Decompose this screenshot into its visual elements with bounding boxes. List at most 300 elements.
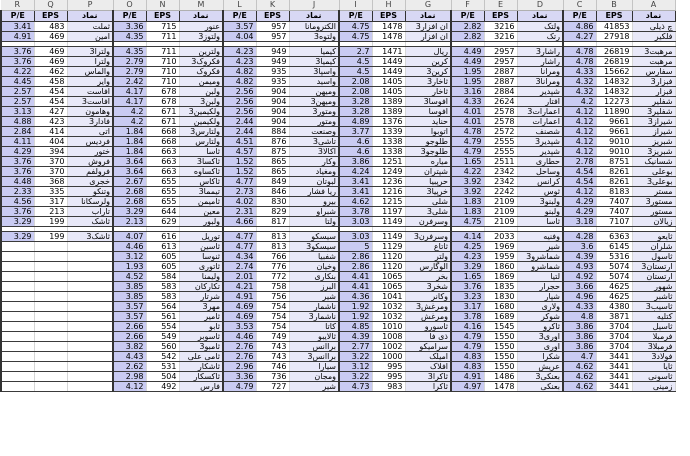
pe-cell[interactable]: 2.79 bbox=[113, 66, 146, 76]
symbol-cell[interactable]: ثوس bbox=[517, 186, 563, 196]
eps-cell[interactable]: 754 bbox=[256, 311, 289, 321]
pe-cell[interactable]: 4.86 bbox=[563, 21, 596, 31]
symbol-cell[interactable]: ثاخار bbox=[405, 86, 451, 96]
symbol-cell[interactable]: طلوجو bbox=[405, 136, 451, 146]
symbol-cell[interactable]: ثاکسا3 bbox=[179, 156, 223, 166]
symbol-cell[interactable]: شبراو bbox=[289, 206, 339, 216]
pe-cell[interactable]: 4.2 bbox=[113, 116, 146, 126]
symbol-cell[interactable]: ومجان bbox=[289, 371, 339, 381]
eps-cell[interactable]: 404 bbox=[34, 136, 67, 146]
pe-cell[interactable]: 4.12 bbox=[563, 116, 596, 126]
eps-cell[interactable] bbox=[34, 241, 67, 251]
symbol-cell[interactable] bbox=[67, 321, 113, 331]
symbol-cell[interactable]: ثملت bbox=[67, 21, 113, 31]
eps-cell[interactable]: 5074 bbox=[596, 261, 632, 271]
eps-cell[interactable]: 817 bbox=[256, 216, 289, 226]
eps-cell[interactable] bbox=[34, 321, 67, 331]
eps-cell[interactable]: 655 bbox=[146, 196, 179, 206]
pe-cell[interactable]: 1.65 bbox=[451, 271, 484, 281]
eps-cell[interactable]: 995 bbox=[372, 361, 405, 371]
symbol-cell[interactable]: ولبن bbox=[179, 86, 223, 96]
symbol-cell[interactable]: شیر bbox=[289, 381, 339, 391]
eps-cell[interactable]: 483 bbox=[34, 21, 67, 31]
pe-cell[interactable]: 4.02 bbox=[223, 196, 256, 206]
eps-cell[interactable]: 8183 bbox=[596, 186, 632, 196]
pe-cell[interactable]: 4.5 bbox=[339, 56, 372, 66]
symbol-cell[interactable]: ثایعو bbox=[632, 231, 675, 241]
eps-cell[interactable]: 394 bbox=[34, 146, 67, 156]
symbol-cell[interactable]: شلی bbox=[405, 196, 451, 206]
symbol-cell[interactable]: ثاسا bbox=[517, 216, 563, 226]
eps-cell[interactable] bbox=[34, 301, 67, 311]
symbol-cell[interactable]: فبزار3 bbox=[632, 76, 675, 86]
pe-cell[interactable]: 2.57 bbox=[1, 86, 34, 96]
column-header[interactable]: N bbox=[146, 0, 179, 10]
eps-cell[interactable]: 1550 bbox=[484, 351, 517, 361]
pe-cell[interactable]: 4.62 bbox=[339, 196, 372, 206]
eps-cell[interactable]: 904 bbox=[256, 116, 289, 126]
title-cell[interactable]: P/E bbox=[451, 10, 484, 21]
eps-cell[interactable]: 5074 bbox=[596, 271, 632, 281]
eps-cell[interactable]: 865 bbox=[256, 166, 289, 176]
title-cell[interactable]: P/E bbox=[1, 10, 34, 21]
pe-cell[interactable]: 4.14 bbox=[451, 231, 484, 241]
pe-cell[interactable]: 4.46 bbox=[223, 331, 256, 341]
eps-cell[interactable]: 564 bbox=[146, 301, 179, 311]
eps-cell[interactable]: 629 bbox=[146, 216, 179, 226]
pe-cell[interactable]: 4.75 bbox=[339, 21, 372, 31]
symbol-cell[interactable]: وخیان bbox=[289, 261, 339, 271]
symbol-cell[interactable]: شبریز3 bbox=[632, 146, 675, 156]
symbol-cell[interactable]: شرتار bbox=[179, 291, 223, 301]
pe-cell[interactable]: 4.75 bbox=[451, 216, 484, 226]
eps-cell[interactable]: 935 bbox=[256, 76, 289, 86]
eps-cell[interactable]: 1002 bbox=[372, 341, 405, 351]
eps-cell[interactable]: 1000 bbox=[372, 351, 405, 361]
title-cell[interactable]: نماد bbox=[517, 10, 563, 21]
eps-cell[interactable]: 2109 bbox=[484, 216, 517, 226]
eps-cell[interactable]: 41853 bbox=[596, 21, 632, 31]
pe-cell[interactable]: 3.6 bbox=[563, 241, 596, 251]
symbol-cell[interactable]: ولبنو3 bbox=[517, 196, 563, 206]
pe-cell[interactable]: 4.12 bbox=[563, 136, 596, 146]
symbol-cell[interactable]: شپدیر bbox=[517, 146, 563, 156]
eps-cell[interactable]: 9661 bbox=[596, 116, 632, 126]
symbol-cell[interactable]: ولیمنا bbox=[179, 271, 223, 281]
eps-cell[interactable]: 1959 bbox=[484, 251, 517, 261]
symbol-cell[interactable]: ریا فشار bbox=[289, 186, 339, 196]
symbol-cell[interactable]: واسید bbox=[289, 76, 339, 86]
eps-cell[interactable] bbox=[34, 261, 67, 271]
eps-cell[interactable]: 2555 bbox=[484, 146, 517, 156]
symbol-cell[interactable] bbox=[67, 291, 113, 301]
pe-cell[interactable]: 4.83 bbox=[451, 351, 484, 361]
symbol-cell[interactable]: معین bbox=[179, 206, 223, 216]
pe-cell[interactable]: 4.79 bbox=[451, 341, 484, 351]
symbol-cell[interactable]: کتلیه bbox=[632, 311, 675, 321]
pe-cell[interactable]: 1.83 bbox=[451, 206, 484, 216]
eps-cell[interactable]: 213 bbox=[34, 206, 67, 216]
symbol-cell[interactable]: شیراز bbox=[632, 126, 675, 136]
pe-cell[interactable]: 4.97 bbox=[451, 381, 484, 391]
symbol-cell[interactable]: تیمما3 bbox=[179, 186, 223, 196]
eps-cell[interactable]: 4625 bbox=[596, 281, 632, 291]
pe-cell[interactable]: 4.28 bbox=[563, 231, 596, 241]
column-header[interactable]: J bbox=[289, 0, 339, 10]
pe-cell[interactable]: 4.39 bbox=[339, 331, 372, 341]
pe-cell[interactable]: 2.66 bbox=[113, 321, 146, 331]
symbol-cell[interactable]: ثاشکار bbox=[179, 361, 223, 371]
symbol-cell[interactable]: ثاخار3 bbox=[405, 76, 451, 86]
pe-cell[interactable]: 3.82 bbox=[113, 341, 146, 351]
symbol-cell[interactable] bbox=[67, 381, 113, 391]
symbol-cell[interactable]: ختور bbox=[67, 146, 113, 156]
pe-cell[interactable]: 2.01 bbox=[223, 271, 256, 281]
pe-cell[interactable]: 1.84 bbox=[113, 146, 146, 156]
pe-cell[interactable]: 1.84 bbox=[113, 126, 146, 136]
pe-cell[interactable]: 4.32 bbox=[563, 86, 596, 96]
pe-cell[interactable]: 4.62 bbox=[563, 361, 596, 371]
column-header[interactable]: K bbox=[256, 0, 289, 10]
eps-cell[interactable]: 875 bbox=[256, 146, 289, 156]
symbol-cell[interactable]: ثاشبر bbox=[632, 291, 675, 301]
symbol-cell[interactable]: شفلیر bbox=[632, 96, 675, 106]
symbol-cell[interactable]: لبوتان bbox=[289, 176, 339, 186]
symbol-cell[interactable]: لتیا bbox=[517, 271, 563, 281]
symbol-cell[interactable]: ثایا bbox=[632, 361, 675, 371]
eps-cell[interactable]: 27918 bbox=[596, 31, 632, 41]
pe-cell[interactable]: 3.86 bbox=[563, 321, 596, 331]
symbol-cell[interactable]: ولترا3 bbox=[67, 46, 113, 56]
column-header[interactable]: R bbox=[1, 0, 34, 10]
eps-cell[interactable]: 1041 bbox=[372, 291, 405, 301]
symbol-cell[interactable]: ولتک bbox=[517, 21, 563, 31]
pe-cell[interactable]: 4.75 bbox=[339, 31, 372, 41]
eps-cell[interactable]: 1338 bbox=[372, 136, 405, 146]
eps-cell[interactable]: 1010 bbox=[372, 321, 405, 331]
symbol-cell[interactable]: ولترین bbox=[179, 46, 223, 56]
pe-cell[interactable]: 1.83 bbox=[451, 196, 484, 206]
pe-cell[interactable]: 4.29 bbox=[1, 146, 34, 156]
pe-cell[interactable]: 4.41 bbox=[339, 281, 372, 291]
symbol-cell[interactable]: ثاسین bbox=[179, 241, 223, 251]
pe-cell[interactable] bbox=[1, 281, 34, 291]
eps-cell[interactable]: 368 bbox=[34, 176, 67, 186]
symbol-cell[interactable]: بنکاری bbox=[289, 271, 339, 281]
symbol-cell[interactable]: الوگارس bbox=[405, 261, 451, 271]
pe-cell[interactable] bbox=[1, 321, 34, 331]
eps-cell[interactable]: 1405 bbox=[372, 86, 405, 96]
symbol-cell[interactable]: ومرغش bbox=[405, 311, 451, 321]
eps-cell[interactable]: 1149 bbox=[372, 231, 405, 241]
pe-cell[interactable]: 2.13 bbox=[113, 216, 146, 226]
symbol-cell[interactable]: سرامیکو bbox=[405, 341, 451, 351]
pe-cell[interactable]: 3.92 bbox=[451, 176, 484, 186]
eps-cell[interactable]: 1449 bbox=[372, 66, 405, 76]
eps-cell[interactable]: 1120 bbox=[372, 261, 405, 271]
pe-cell[interactable]: 4.83 bbox=[451, 361, 484, 371]
symbol-cell[interactable]: ثنوسا bbox=[179, 251, 223, 261]
pe-cell[interactable]: 5 bbox=[339, 241, 372, 251]
pe-cell[interactable]: 2.66 bbox=[113, 331, 146, 341]
eps-cell[interactable]: 711 bbox=[146, 46, 179, 56]
pe-cell[interactable]: 2.78 bbox=[563, 156, 596, 166]
pe-cell[interactable]: 2.68 bbox=[113, 186, 146, 196]
symbol-cell[interactable]: ثاسونی bbox=[632, 371, 675, 381]
eps-cell[interactable]: 15662 bbox=[596, 66, 632, 76]
eps-cell[interactable]: 1389 bbox=[372, 96, 405, 106]
symbol-cell[interactable]: مهر3 bbox=[179, 301, 223, 311]
column-header[interactable]: C bbox=[563, 0, 596, 10]
eps-cell[interactable]: 458 bbox=[34, 76, 67, 86]
pe-cell[interactable]: 4.07 bbox=[113, 231, 146, 241]
pe-cell[interactable]: 3.77 bbox=[339, 126, 372, 136]
pe-cell[interactable]: 2.56 bbox=[223, 86, 256, 96]
eps-cell[interactable]: 711 bbox=[146, 31, 179, 41]
pe-cell[interactable]: 3.57 bbox=[223, 21, 256, 31]
pe-cell[interactable]: 4.88 bbox=[1, 116, 34, 126]
symbol-cell[interactable]: شپدیر bbox=[517, 86, 563, 96]
symbol-cell[interactable]: ثامی علی bbox=[179, 351, 223, 361]
symbol-cell[interactable]: ولبن3 bbox=[179, 96, 223, 106]
pe-cell[interactable]: 4.6 bbox=[339, 146, 372, 156]
pe-cell[interactable]: 4.8 bbox=[563, 311, 596, 321]
pe-cell[interactable]: 3.66 bbox=[563, 281, 596, 291]
eps-cell[interactable]: 983 bbox=[372, 381, 405, 391]
symbol-cell[interactable]: ولترا bbox=[67, 56, 113, 66]
pe-cell[interactable]: 4.12 bbox=[563, 146, 596, 156]
eps-cell[interactable]: 3441 bbox=[596, 371, 632, 381]
pe-cell[interactable]: 4.52 bbox=[113, 271, 146, 281]
pe-cell[interactable]: 4.12 bbox=[563, 106, 596, 116]
pe-cell[interactable] bbox=[1, 381, 34, 391]
eps-cell[interactable]: 754 bbox=[256, 321, 289, 331]
eps-cell[interactable]: 3704 bbox=[596, 321, 632, 331]
symbol-cell[interactable]: ثالایبو bbox=[289, 331, 339, 341]
symbol-cell[interactable]: شکرا bbox=[517, 351, 563, 361]
pe-cell[interactable]: 3.86 bbox=[563, 331, 596, 341]
symbol-cell[interactable]: کرین3 bbox=[405, 66, 451, 76]
eps-cell[interactable]: 1478 bbox=[372, 21, 405, 31]
eps-cell[interactable]: 3216 bbox=[484, 21, 517, 31]
pe-cell[interactable]: 4.29 bbox=[563, 206, 596, 216]
symbol-cell[interactable]: افلاک bbox=[405, 361, 451, 371]
symbol-cell[interactable]: کاتا bbox=[289, 321, 339, 331]
symbol-cell[interactable]: شلی3 bbox=[405, 206, 451, 216]
title-cell[interactable]: EPS bbox=[146, 10, 179, 21]
symbol-cell[interactable] bbox=[67, 301, 113, 311]
symbol-cell[interactable]: شیر bbox=[517, 241, 563, 251]
pe-cell[interactable]: 4.82 bbox=[223, 76, 256, 86]
pe-cell[interactable]: 4.57 bbox=[223, 146, 256, 156]
pe-cell[interactable]: 4.56 bbox=[1, 196, 34, 206]
symbol-cell[interactable]: افاست bbox=[67, 86, 113, 96]
eps-cell[interactable]: 469 bbox=[34, 56, 67, 66]
eps-cell[interactable]: 423 bbox=[34, 116, 67, 126]
pe-cell[interactable]: 3.85 bbox=[113, 281, 146, 291]
pe-cell[interactable]: 4.89 bbox=[339, 116, 372, 126]
eps-cell[interactable]: 3441 bbox=[596, 361, 632, 371]
symbol-cell[interactable]: امیلک bbox=[405, 351, 451, 361]
symbol-cell[interactable]: ان افزار3 bbox=[405, 21, 451, 31]
eps-cell[interactable]: 4625 bbox=[596, 291, 632, 301]
symbol-cell[interactable]: ولکیمین3 bbox=[179, 106, 223, 116]
pe-cell[interactable]: 3.57 bbox=[113, 311, 146, 321]
pe-cell[interactable]: 3.29 bbox=[1, 231, 34, 241]
eps-cell[interactable]: 2887 bbox=[484, 66, 517, 76]
symbol-cell[interactable]: حناید bbox=[405, 116, 451, 126]
eps-cell[interactable]: 531 bbox=[146, 361, 179, 371]
pe-cell[interactable]: 4.43 bbox=[113, 351, 146, 361]
symbol-cell[interactable]: ثاکرو bbox=[517, 321, 563, 331]
eps-cell[interactable]: 776 bbox=[256, 261, 289, 271]
eps-cell[interactable]: 370 bbox=[34, 156, 67, 166]
symbol-cell[interactable]: بوعلی3 bbox=[632, 176, 675, 186]
symbol-cell[interactable]: شصنف bbox=[517, 126, 563, 136]
column-header[interactable]: Q bbox=[34, 0, 67, 10]
symbol-cell[interactable]: شپدیر3 bbox=[517, 136, 563, 146]
title-cell[interactable]: P/E bbox=[223, 10, 256, 21]
pe-cell[interactable]: 4.79 bbox=[223, 381, 256, 391]
symbol-cell[interactable]: بخر bbox=[405, 271, 451, 281]
eps-cell[interactable]: 1860 bbox=[484, 261, 517, 271]
pe-cell[interactable]: 4.12 bbox=[113, 381, 146, 391]
column-header[interactable]: L bbox=[223, 0, 256, 10]
eps-cell[interactable]: 1215 bbox=[372, 196, 405, 206]
pe-cell[interactable]: 1.65 bbox=[451, 156, 484, 166]
pe-cell[interactable]: 2.76 bbox=[223, 341, 256, 351]
symbol-cell[interactable]: خجری bbox=[67, 176, 113, 186]
pe-cell[interactable]: 4.35 bbox=[113, 31, 146, 41]
eps-cell[interactable]: 904 bbox=[256, 96, 289, 106]
eps-cell[interactable]: 743 bbox=[256, 351, 289, 361]
eps-cell[interactable]: 1216 bbox=[372, 186, 405, 196]
eps-cell[interactable]: 492 bbox=[146, 381, 179, 391]
title-cell[interactable]: نماد bbox=[289, 10, 339, 21]
eps-cell[interactable]: 9010 bbox=[596, 146, 632, 156]
pe-cell[interactable]: 3.12 bbox=[339, 361, 372, 371]
pe-cell[interactable]: 4.78 bbox=[563, 46, 596, 56]
eps-cell[interactable]: 605 bbox=[146, 251, 179, 261]
eps-cell[interactable]: 1545 bbox=[484, 321, 517, 331]
eps-cell[interactable]: 995 bbox=[372, 371, 405, 381]
symbol-cell[interactable]: حجرار bbox=[517, 281, 563, 291]
symbol-cell[interactable]: فرمبلا bbox=[632, 331, 675, 341]
eps-cell[interactable]: 736 bbox=[256, 371, 289, 381]
pe-cell[interactable]: 4.96 bbox=[563, 291, 596, 301]
eps-cell[interactable]: 26819 bbox=[596, 46, 632, 56]
pe-cell[interactable]: 4.69 bbox=[223, 311, 256, 321]
eps-cell[interactable]: 1405 bbox=[372, 76, 405, 86]
pe-cell[interactable] bbox=[1, 361, 34, 371]
pe-cell[interactable] bbox=[1, 371, 34, 381]
symbol-cell[interactable]: شیراز3 bbox=[632, 116, 675, 126]
eps-cell[interactable]: 199 bbox=[34, 231, 67, 241]
eps-cell[interactable]: 2884 bbox=[484, 86, 517, 96]
symbol-cell[interactable] bbox=[67, 261, 113, 271]
eps-cell[interactable]: 1449 bbox=[372, 56, 405, 66]
title-cell[interactable]: نماد bbox=[632, 10, 675, 21]
pe-cell[interactable]: 3.41 bbox=[339, 186, 372, 196]
symbol-cell[interactable]: ناشمار3 bbox=[289, 311, 339, 321]
symbol-cell[interactable]: فلکیر bbox=[632, 31, 675, 41]
column-header[interactable]: B bbox=[596, 0, 632, 10]
eps-cell[interactable]: 8261 bbox=[596, 176, 632, 186]
pe-cell[interactable] bbox=[1, 261, 34, 271]
symbol-cell[interactable]: والماس bbox=[67, 66, 113, 76]
symbol-cell[interactable]: ومتور bbox=[289, 116, 339, 126]
pe-cell[interactable]: 4.92 bbox=[563, 271, 596, 281]
symbol-cell[interactable]: ومرغش3 bbox=[405, 301, 451, 311]
eps-cell[interactable]: 668 bbox=[146, 126, 179, 136]
eps-cell[interactable] bbox=[34, 281, 67, 291]
eps-cell[interactable]: 6145 bbox=[596, 241, 632, 251]
pe-cell[interactable]: 2.96 bbox=[223, 361, 256, 371]
symbol-cell[interactable]: ولتوه3 bbox=[289, 31, 339, 41]
symbol-cell[interactable]: فولاد3 bbox=[632, 351, 675, 361]
symbol-cell[interactable]: عنور bbox=[179, 21, 223, 31]
symbol-cell[interactable]: فارس bbox=[179, 381, 223, 391]
symbol-cell[interactable]: افوسا bbox=[405, 106, 451, 116]
pe-cell[interactable]: 4.93 bbox=[563, 261, 596, 271]
pe-cell[interactable]: 4.78 bbox=[563, 56, 596, 66]
eps-cell[interactable]: 454 bbox=[34, 86, 67, 96]
symbol-cell[interactable] bbox=[67, 271, 113, 281]
pe-cell[interactable]: 4.41 bbox=[339, 271, 372, 281]
pe-cell[interactable] bbox=[1, 331, 34, 341]
pe-cell[interactable]: 2.98 bbox=[113, 371, 146, 381]
pe-cell[interactable]: 4.54 bbox=[563, 176, 596, 186]
eps-cell[interactable]: 1129 bbox=[372, 241, 405, 251]
symbol-cell[interactable]: توریل bbox=[179, 231, 223, 241]
pe-cell[interactable]: 4.85 bbox=[339, 321, 372, 331]
symbol-cell[interactable] bbox=[67, 341, 113, 351]
eps-cell[interactable]: 1065 bbox=[372, 281, 405, 291]
eps-cell[interactable]: 678 bbox=[146, 96, 179, 106]
pe-cell[interactable]: 3.28 bbox=[339, 106, 372, 116]
eps-cell[interactable]: 1032 bbox=[372, 311, 405, 321]
symbol-cell[interactable]: میاره bbox=[405, 156, 451, 166]
symbol-cell[interactable]: وصنعت bbox=[289, 126, 339, 136]
eps-cell[interactable]: 1471 bbox=[372, 46, 405, 56]
pe-cell[interactable]: 1.93 bbox=[113, 261, 146, 271]
symbol-cell[interactable]: حطاری bbox=[517, 156, 563, 166]
eps-cell[interactable]: 772 bbox=[256, 271, 289, 281]
pe-cell[interactable]: 4.49 bbox=[451, 56, 484, 66]
symbol-cell[interactable]: ثاتوری bbox=[179, 261, 223, 271]
symbol-cell[interactable]: ثاسورو bbox=[405, 321, 451, 331]
pe-cell[interactable]: 3.03 bbox=[339, 231, 372, 241]
eps-cell[interactable] bbox=[34, 361, 67, 371]
pe-cell[interactable]: 3.23 bbox=[451, 291, 484, 301]
eps-cell[interactable]: 2342 bbox=[484, 176, 517, 186]
eps-cell[interactable]: 1338 bbox=[372, 146, 405, 156]
eps-cell[interactable]: 1197 bbox=[372, 206, 405, 216]
pe-cell[interactable]: 2.44 bbox=[223, 116, 256, 126]
eps-cell[interactable] bbox=[34, 291, 67, 301]
pe-cell[interactable]: 4.79 bbox=[451, 136, 484, 146]
symbol-cell[interactable]: وتنکو bbox=[67, 186, 113, 196]
eps-cell[interactable]: 884 bbox=[256, 126, 289, 136]
pe-cell[interactable]: 3.16 bbox=[451, 86, 484, 96]
symbol-cell[interactable]: ثاشک bbox=[67, 216, 113, 226]
symbol-cell[interactable]: وایر bbox=[67, 76, 113, 86]
eps-cell[interactable]: 957 bbox=[256, 31, 289, 41]
symbol-cell[interactable]: ناشمار bbox=[289, 301, 339, 311]
eps-cell[interactable]: 454 bbox=[34, 96, 67, 106]
eps-cell[interactable]: 9661 bbox=[596, 126, 632, 136]
symbol-cell[interactable]: ثاکساوه bbox=[179, 166, 223, 176]
